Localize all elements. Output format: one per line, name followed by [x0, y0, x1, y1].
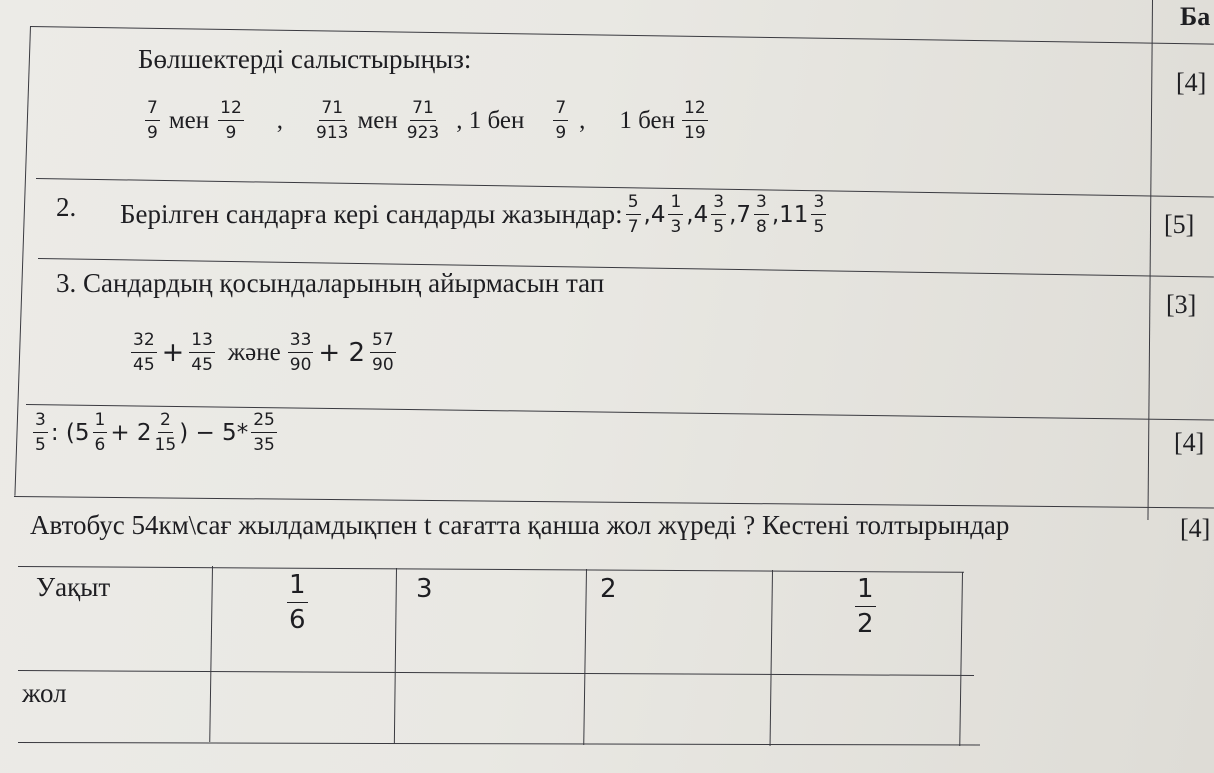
number: ,7 — [729, 201, 752, 228]
number: ,4 — [686, 201, 709, 228]
word: 1 бен — [619, 106, 676, 134]
expression-part: : (5 — [50, 419, 90, 446]
table-col-line-2 — [394, 568, 397, 744]
table-cell-time-2: 3 — [416, 574, 433, 604]
word: және — [227, 338, 281, 366]
fraction: $\frac{71}{913}$ — [316, 98, 349, 143]
word: мен — [357, 106, 398, 134]
fraction: $\frac{2}{15}$ — [154, 410, 177, 455]
fraction: $\frac{12}{19}$ — [684, 98, 706, 143]
operator: + 2 — [318, 337, 365, 368]
table-top-border — [18, 566, 964, 573]
table-bottom-border — [18, 742, 980, 746]
fraction: $\frac{1}{6}$ — [94, 410, 106, 455]
fraction: $\frac{7}{9}$ — [555, 98, 567, 143]
fraction: $\frac{3}{5}$ — [35, 410, 46, 455]
task1-title: Бөлшектерді салыстырыңыз: — [138, 44, 472, 74]
operator: + — [161, 337, 185, 368]
fraction: $\frac{1}{6}$ — [289, 570, 306, 635]
number: ,11 — [771, 201, 809, 228]
fraction: $\frac{32}{45}$ — [133, 330, 155, 375]
table-col-line-4 — [770, 570, 773, 746]
word: , 1 бен — [456, 106, 525, 134]
expression-part: ) − 5* — [179, 419, 249, 446]
fraction: $\frac{71}{923}$ — [406, 98, 440, 143]
table-middle-border — [18, 670, 974, 676]
score-column-line — [1147, 0, 1153, 520]
fraction: $\frac{7}{9}$ — [147, 98, 158, 143]
fraction: $\frac{33}{90}$ — [289, 330, 312, 375]
table-col-line-1 — [209, 566, 213, 742]
task3-score: [3] — [1166, 290, 1197, 319]
table-cell-time-4 — [852, 574, 879, 639]
table-col-line-3 — [583, 569, 587, 745]
task3-title: 3. Сандардың қосындаларының айырмасын тап — [56, 268, 605, 298]
task5-score: [4] — [1180, 514, 1211, 543]
fraction: $\frac{57}{90}$ — [372, 330, 394, 375]
expression-part: + 2 — [110, 419, 152, 446]
task2-line — [120, 192, 829, 237]
fraction: $\frac{25}{35}$ — [253, 410, 275, 455]
table-header-time: Уақыт — [36, 572, 111, 602]
fraction: $\frac{3}{8}$ — [756, 192, 767, 237]
speed-table — [18, 566, 978, 746]
task4-expression — [30, 410, 280, 455]
fraction: $\frac{12}{9}$ — [220, 98, 242, 143]
fraction: $\frac{5}{7}$ — [627, 192, 639, 237]
rule-top — [30, 26, 1214, 45]
margin-line-left — [14, 26, 31, 496]
separator: , — [276, 106, 284, 134]
fraction: $\frac{1}{3}$ — [670, 192, 682, 237]
fraction: $\frac{3}{5}$ — [713, 192, 725, 237]
table-cell-time-3: 2 — [600, 574, 617, 604]
table-cell-time-1 — [284, 570, 311, 635]
number: ,4 — [643, 201, 666, 228]
task4-score: [4] — [1174, 428, 1205, 457]
separator: , — [579, 106, 586, 134]
task1-score: [4] — [1176, 68, 1207, 97]
fraction: $\frac{1}{2}$ — [857, 574, 874, 639]
task2-score: [5] — [1164, 210, 1195, 239]
task3-expression — [128, 330, 399, 375]
task2-text: Берілген сандарға кері сандарды жазындар: — [120, 199, 623, 229]
task2-number: 2. — [56, 192, 77, 222]
task1-expression — [142, 98, 711, 143]
rule-4 — [14, 496, 1214, 509]
fraction: $\frac{13}{45}$ — [191, 330, 213, 375]
table-header-distance: жол — [22, 678, 67, 708]
task5-text: Автобус 54км\сағ жылдамдықпен t сағатта қанша жол жүреді ? Кестені толтырындар — [30, 510, 1010, 540]
table-right-border — [959, 572, 963, 746]
fraction: $\frac{3}{5}$ — [813, 192, 825, 237]
corner-label: Ба — [1180, 2, 1211, 31]
word: мен — [168, 106, 210, 134]
